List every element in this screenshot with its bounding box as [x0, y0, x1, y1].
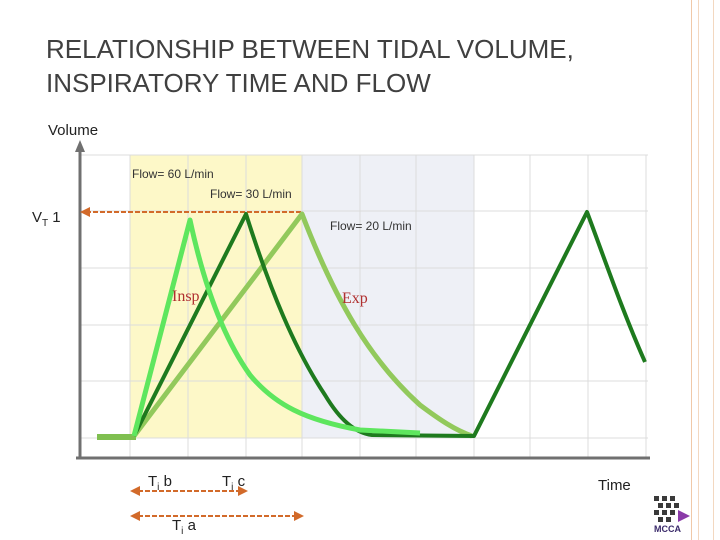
ti-b-arrow-left	[130, 486, 140, 496]
logo-text: MCCA	[654, 524, 681, 534]
logo-mark	[652, 494, 692, 526]
x-axis-label: Time	[598, 477, 631, 494]
ti-b-label: $T_i$ b	[148, 473, 172, 493]
y-axis-arrow	[75, 140, 85, 152]
ti-c-label: $T_i$ c	[222, 473, 246, 493]
ti-arrows	[138, 491, 296, 516]
insp-label: Insp	[172, 288, 200, 305]
flow-20-label: Flow= 20 L/min	[330, 219, 412, 233]
ti-a-label: $T_i$ a	[172, 517, 196, 537]
flow-30-label: Flow= 30 L/min	[210, 187, 292, 201]
exp-label: Exp	[342, 290, 368, 307]
exp-zone	[302, 155, 474, 438]
vt1-label: $V_T$ 1	[32, 209, 61, 229]
y-axis-label: Volume	[48, 122, 99, 139]
mcca-logo	[652, 494, 692, 538]
ti-a-arrow-left	[130, 511, 140, 521]
page-title: RELATIONSHIP BETWEEN TIDAL VOLUME, INSPIRATORY TIME AND FLOW	[46, 34, 574, 98]
ti-a-arrow-right	[294, 511, 304, 521]
flow-60-label: Flow= 60 L/min	[132, 167, 214, 181]
